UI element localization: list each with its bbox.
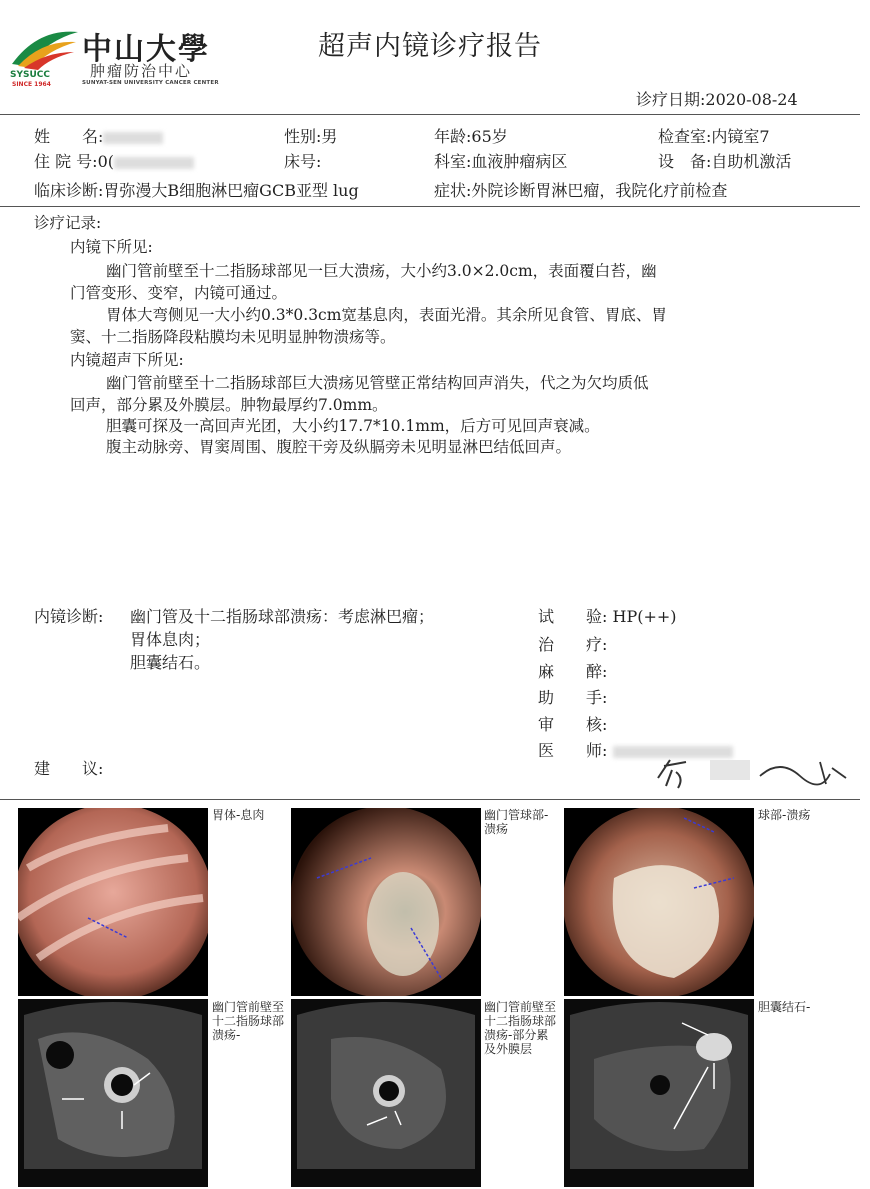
eus-heading: 内镜超声下所见: <box>70 351 184 369</box>
divider <box>0 799 860 800</box>
endoscopy-image-pylorus-ulcer <box>291 808 481 996</box>
patient-age: 年龄:65岁 <box>434 127 508 146</box>
image-caption: 胆囊结石- <box>758 1000 811 1014</box>
equipment: 设 备:自助机激活 <box>658 152 792 171</box>
eus-image-pylorus <box>18 999 208 1187</box>
endo-line: 胃体大弯侧见一大小约0.3*0.3cm宽基息肉，表面光滑。其余所见食管、胃底、胃 <box>106 306 667 324</box>
logo-since: SINCE 1964 <box>12 81 51 88</box>
symptom: 症状:外院诊断胃淋巴瘤，我院化疗前检查 <box>434 181 728 200</box>
report-date: 诊疗日期:2020-08-24 <box>636 90 798 109</box>
logo-title: 中山大學 <box>82 32 210 67</box>
endo-heading: 内镜下所见: <box>70 238 153 256</box>
clinical-diagnosis: 临床诊断:胃弥漫大B细胞淋巴瘤GCB亚型 lug <box>34 181 359 200</box>
eus-line: 胆囊可探及一高回声光团，大小约17.7*10.1mm，后方可见回声衰减。 <box>106 417 600 435</box>
endo-line: 幽门管前壁至十二指肠球部见一巨大溃疡，大小约3.0×2.0cm，表面覆白苔，幽 <box>106 262 657 280</box>
patient-sex: 性别:男 <box>284 127 338 146</box>
endoscopy-image-polyp <box>18 808 208 996</box>
eus-line: 腹主动脉旁、胃窦周围、腹腔干旁及纵膈旁未见明显淋巴结低回声。 <box>106 438 572 456</box>
eus-image-gallstone <box>564 999 754 1187</box>
logo-english: SUNYAT-SEN UNIVERSITY CANCER CENTER <box>82 80 219 86</box>
diagnosis-label: 内镜诊断: <box>34 607 104 626</box>
treatment-label: 治 疗: <box>538 635 608 654</box>
image-caption: 球部-溃疡 <box>758 808 811 822</box>
endo-line: 窦、十二指肠降段粘膜均未见明显肿物溃疡等。 <box>70 328 396 346</box>
eus-image-serosa <box>291 999 481 1187</box>
department: 科室:血液肿瘤病区 <box>434 152 568 171</box>
eus-line: 回声，部分累及外膜层。肿物最厚约7.0mm。 <box>70 396 388 414</box>
doctor-signature <box>650 748 860 796</box>
assistant-label: 助 手: <box>538 688 608 707</box>
admission-number: 住 院 号:0( <box>34 149 194 172</box>
bed-number: 床号: <box>284 152 322 171</box>
doctor-label: 医 师: <box>538 738 733 761</box>
divider <box>0 206 860 207</box>
image-caption: 胃体-息肉 <box>212 808 265 822</box>
diagnosis-item: 胃体息肉； <box>130 630 211 649</box>
patient-name: 姓 名: <box>34 124 163 147</box>
exam-room: 检查室:内镜室7 <box>658 127 770 146</box>
image-caption: 幽门管前壁至十二指肠球部溃疡-部分累及外膜层 <box>484 1000 557 1056</box>
report-title: 超声内镜诊疗报告 <box>318 31 542 62</box>
review-label: 审 核: <box>538 715 608 734</box>
image-caption: 幽门管前壁至十二指肠球部溃疡- <box>212 1000 285 1042</box>
image-caption: 幽门管球部-溃疡 <box>484 808 549 836</box>
advice-label: 建 议: <box>34 759 104 778</box>
endoscopy-image-bulb-ulcer <box>564 808 754 996</box>
logo-subtitle: 肿瘤防治中心 <box>90 62 193 80</box>
diagnosis-item: 胆囊结石。 <box>130 653 211 672</box>
endo-line: 门管变形、变窄，内镜可通过。 <box>70 284 288 302</box>
logo-abbr: SYSUCC <box>10 70 50 80</box>
divider <box>0 114 860 115</box>
logo-swoosh-icon <box>8 26 82 76</box>
anesthesia-label: 麻 醉: <box>538 662 608 681</box>
test-result: 试 验: HP(++) <box>538 607 677 626</box>
record-heading: 诊疗记录: <box>34 214 102 232</box>
diagnosis-item: 幽门管及十二指肠球部溃疡：考虑淋巴瘤； <box>130 607 435 626</box>
eus-line: 幽门管前壁至十二指肠球部巨大溃疡见管壁正常结构回声消失，代之为欠均质低 <box>106 374 649 392</box>
